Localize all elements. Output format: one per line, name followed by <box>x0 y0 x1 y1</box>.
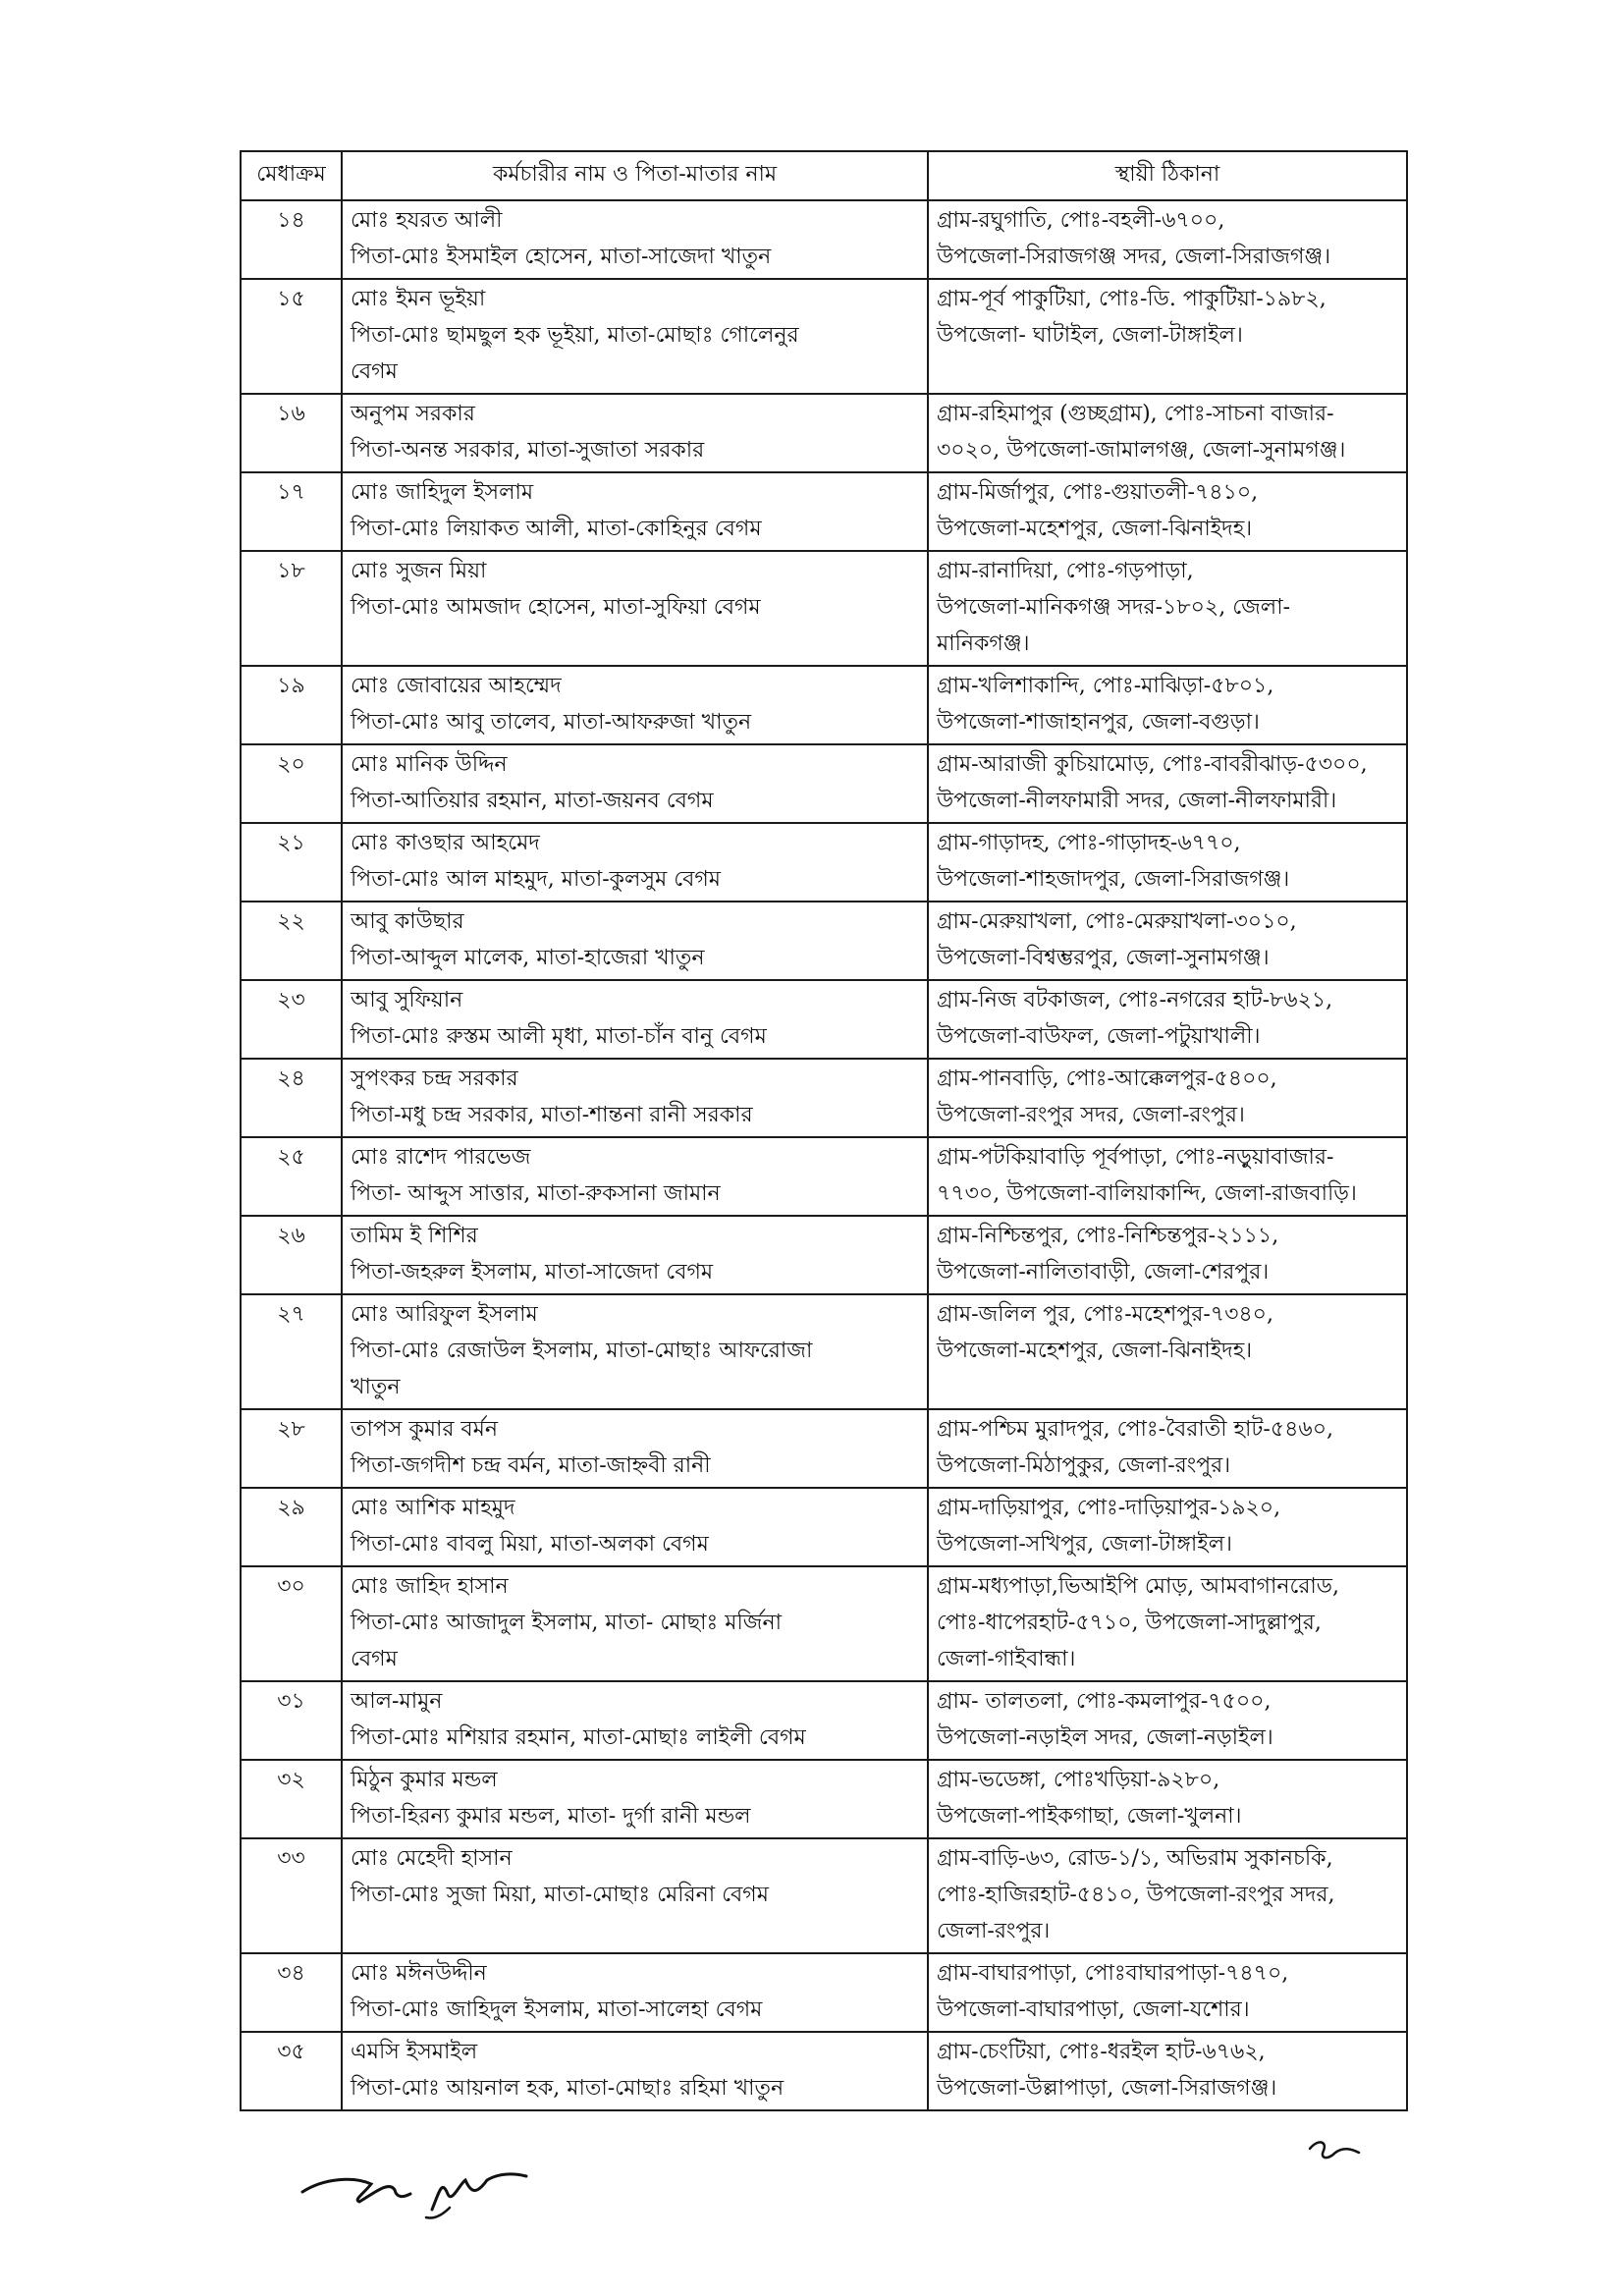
parents-line: পিতা-মোঃ রেজাউল ইসলাম, মাতা-মোছাঃ আফরোজা <box>351 1339 813 1363</box>
name-cell <box>342 1488 928 1566</box>
name-header: কর্মচারীর নাম ও পিতা-মাতার নাম <box>342 151 928 200</box>
name-cell <box>342 1953 928 2032</box>
parents-line: পিতা-জহরুল ইসলাম, মাতা-সাজেদা বেগম <box>351 1260 714 1285</box>
parents-line: পিতা-হিরন্য কুমার মন্ডল, মাতা- দুর্গা রানী মন্ডল <box>351 1804 751 1829</box>
table-row <box>241 1137 1407 1216</box>
table-body <box>241 200 1407 2110</box>
parents-line: পিতা-মোঃ আজাদুল ইসলাম, মাতা- মোছাঃ মর্জিনা <box>351 1611 782 1635</box>
parents-line: পিতা-মোঃ ইসমাইল হোসেন, মাতা-সাজেদা খাতুন <box>351 245 772 269</box>
employee-name: মোঃ আরিফুল ইসলাম <box>351 1302 538 1327</box>
address-line: উপজেলা-শাহজাদপুর, জেলা-সিরাজগঞ্জ। <box>937 867 1290 892</box>
address-line: গ্রাম-মধ্যপাড়া,ভিআইপি মোড়, আমবাগানরোড, <box>937 1574 1339 1599</box>
address-line: উপজেলা-পাইকগাছা, জেলা-খুলনা। <box>937 1804 1242 1829</box>
parents-line: পিতা-মোঃ মশিয়ার রহমান, মাতা-মোছাঃ লাইলী বেগম <box>351 1725 806 1750</box>
name-cell <box>342 823 928 902</box>
serial-cell: ২৫ <box>241 1137 342 1216</box>
address-cell <box>928 551 1407 666</box>
address-line: উপজেলা-সখিপুর, জেলা-টাঙ্গাইল। <box>937 1532 1232 1557</box>
employee-name: মোঃ আশিক মাহমুদ <box>351 1496 515 1520</box>
address-line: গ্রাম-পটকিয়াবাড়ি পূর্বপাড়া, পোঃ-নড়ুয়াবাজার- <box>937 1145 1334 1170</box>
parents-line: পিতা-মোঃ সুজা মিয়া, মাতা-মোছাঃ মেরিনা বেগম <box>351 1883 769 1907</box>
initials-right <box>1306 2131 1365 2170</box>
employee-name: মোঃ মেহেদী হাসান <box>351 1846 513 1871</box>
address-line: উপজেলা-উল্লাপাড়া, জেলা-সিরাজগঞ্জ। <box>937 2076 1277 2101</box>
address-line: গ্রাম-ভডেঙ্গা, পোঃখড়িয়া-৯২৮০, <box>937 1768 1220 1792</box>
table-row <box>241 823 1407 902</box>
serial-cell: ৩২ <box>241 1760 342 1838</box>
parents-line: পিতা-মোঃ আমজাদ হোসেন, মাতা-সুফিয়া বেগম <box>351 595 761 620</box>
table-row <box>241 1681 1407 1760</box>
address-line: পোঃ-ধাপেরহাট-৫৭১০, উপজেলা-সাদুল্লাপুর, <box>937 1611 1322 1635</box>
address-line: গ্রাম-বাড়ি-৬৩, রোড-১/১, অভিরাম সুকানচকি, <box>937 1846 1333 1871</box>
address-line: গ্রাম-খলিশাকান্দি, পোঃ-মাঝিড়া-৫৮০১, <box>937 674 1274 698</box>
employee-name: অনুপম সরকার <box>351 402 475 426</box>
name-cell <box>342 1294 928 1409</box>
serial-cell: ৩০ <box>241 1566 342 1681</box>
employee-name: আবু কাউছার <box>351 909 464 934</box>
address-cell <box>928 1488 1407 1566</box>
employee-name: মোঃ হযরত আলী <box>351 208 503 233</box>
name-cell <box>342 744 928 823</box>
name-cell <box>342 472 928 551</box>
address-line: মানিকগঞ্জ। <box>937 631 1030 656</box>
address-line: গ্রাম-গাড়াদহ, পোঃ-গাড়াদহ-৬৭৭০, <box>937 831 1241 855</box>
table-row <box>241 1760 1407 1838</box>
employee-name: মিঠুন কুমার মন্ডল <box>351 1768 498 1792</box>
address-line: পোঃ-হাজিরহাট-৫৪১০, উপজেলা-রংপুর সদর, <box>937 1883 1335 1907</box>
table-row <box>241 1409 1407 1488</box>
address-line: উপজেলা-নীলফামারী সদর, জেলা-নীলফামারী। <box>937 789 1337 813</box>
table-row <box>241 2032 1407 2110</box>
address-line: উপজেলা-মহেশপুর, জেলা-ঝিনাইদহ। <box>937 1339 1253 1363</box>
table-row <box>241 1838 1407 1953</box>
parents-line: পিতা-মোঃ জাহিদুল ইসলাম, মাতা-সালেহা বেগম <box>351 1997 763 2022</box>
employee-list-table <box>240 150 1408 2111</box>
parents-line: পিতা-আব্দুল মালেক, মাতা-হাজেরা খাতুন <box>351 946 705 970</box>
name-cell <box>342 394 928 472</box>
address-line: উপজেলা-সিরাজগঞ্জ সদর, জেলা-সিরাজগঞ্জ। <box>937 245 1331 269</box>
name-cell <box>342 1216 928 1294</box>
address-cell <box>928 1294 1407 1409</box>
address-line: গ্রাম-জলিল পুর, পোঃ-মহেশপুর-৭৩৪০, <box>937 1302 1273 1327</box>
address-cell <box>928 1137 1407 1216</box>
parents-line: বেগম <box>351 1647 398 1671</box>
serial-cell: ৩৩ <box>241 1838 342 1953</box>
address-line: গ্রাম-রানাদিয়া, পোঃ-গড়পাড়া, <box>937 559 1194 583</box>
address-cell <box>928 980 1407 1059</box>
table-row <box>241 1059 1407 1137</box>
address-cell <box>928 472 1407 551</box>
parents-line: পিতা-মধু চন্দ্র সরকার, মাতা-শান্তনা রানী সরকার <box>351 1103 753 1127</box>
name-cell <box>342 2032 928 2110</box>
address-cell <box>928 902 1407 980</box>
name-cell <box>342 666 928 744</box>
address-line: গ্রাম-বাঘারপাড়া, পোঃবাঘারপাড়া-৭৪৭০, <box>937 1961 1289 1986</box>
serial-cell: ২৮ <box>241 1409 342 1488</box>
address-line: গ্রাম-চেংটিয়া, পোঃ-ধরইল হাট-৬৭৬২, <box>937 2040 1266 2064</box>
table-row <box>241 666 1407 744</box>
address-line: গ্রাম-রঘুগাতি, পোঃ-বহলী-৬৭০০, <box>937 208 1225 233</box>
address-cell <box>928 1059 1407 1137</box>
table-row <box>241 1488 1407 1566</box>
employee-name: এমসি ইসমাইল <box>351 2040 478 2064</box>
table-row <box>241 980 1407 1059</box>
serial-cell: ১৯ <box>241 666 342 744</box>
serial-cell: ৩৫ <box>241 2032 342 2110</box>
address-cell <box>928 2032 1407 2110</box>
table-row <box>241 1953 1407 2032</box>
address-line: গ্রাম-মির্জাপুর, পোঃ-গুয়াতলী-৭৪১০, <box>937 480 1259 505</box>
serial-header: মেধাক্রম <box>241 151 342 200</box>
employee-name: মোঃ সুজন মিয়া <box>351 559 487 583</box>
employee-name: মোঃ জাহিদ হাসান <box>351 1574 509 1599</box>
address-cell <box>928 1760 1407 1838</box>
table-row <box>241 551 1407 666</box>
parents-line: পিতা-জগদীশ চন্দ্র বর্মন, মাতা-জাহ্নবী রানী <box>351 1453 711 1478</box>
address-line: উপজেলা-রংপুর সদর, জেলা-রংপুর। <box>937 1103 1245 1127</box>
address-cell <box>928 1216 1407 1294</box>
serial-cell: ২২ <box>241 902 342 980</box>
table-row <box>241 902 1407 980</box>
address-line: উপজেলা-মানিকগঞ্জ সদর-১৮০২, জেলা- <box>937 595 1291 620</box>
serial-cell: ২৯ <box>241 1488 342 1566</box>
name-cell <box>342 1760 928 1838</box>
address-line: উপজেলা-নালিতাবাড়ী, জেলা-শেরপুর। <box>937 1260 1270 1285</box>
address-line: গ্রাম-পানবাড়ি, পোঃ-আক্কেলপুর-৫৪০০, <box>937 1066 1277 1091</box>
table-row <box>241 1216 1407 1294</box>
address-line: উপজেলা-বাউফল, জেলা-পটুয়াখালী। <box>937 1024 1261 1049</box>
serial-cell: ১৫ <box>241 279 342 394</box>
table-header-row <box>241 151 1407 200</box>
address-cell <box>928 1838 1407 1953</box>
name-cell <box>342 200 928 279</box>
address-line: গ্রাম-দাড়িয়াপুর, পোঃ-দাড়িয়াপুর-১৯২০, <box>937 1496 1281 1520</box>
parents-line: পিতা-অনন্ত সরকার, মাতা-সুজাতা সরকার <box>351 438 705 463</box>
address-line: গ্রাম-নিশ্চিন্তপুর, পোঃ-নিশ্চিন্তপুর-২১১১, <box>937 1224 1279 1248</box>
parents-line: পিতা-মোঃ ছামছুল হক ভূইয়া, মাতা-মোছাঃ গোলেনুর <box>351 323 799 348</box>
serial-cell: ২০ <box>241 744 342 823</box>
address-line: উপজেলা-নড়াইল সদর, জেলা-নড়াইল। <box>937 1725 1273 1750</box>
name-cell <box>342 980 928 1059</box>
address-cell <box>928 279 1407 394</box>
serial-cell: ৩১ <box>241 1681 342 1760</box>
parents-line: পিতা-মোঃ আয়নাল হক, মাতা-মোছাঃ রহিমা খাতুন <box>351 2076 785 2101</box>
address-line: গ্রাম-নিজ বটকাজল, পোঃ-নগরের হাট-৮৬২১, <box>937 988 1333 1012</box>
address-header: স্থায়ী ঠিকানা <box>928 151 1407 200</box>
name-cell <box>342 279 928 394</box>
address-cell <box>928 1953 1407 2032</box>
name-cell <box>342 1838 928 1953</box>
parents-line: পিতা- আব্দুস সাত্তার, মাতা-রুকসানা জামান <box>351 1181 721 1206</box>
employee-name: সুপংকর চন্দ্র সরকার <box>351 1066 518 1091</box>
name-cell <box>342 1681 928 1760</box>
employee-name: মোঃ মঈনউদ্দীন <box>351 1961 487 1986</box>
serial-cell: ৩৪ <box>241 1953 342 2032</box>
parents-line: খাতুন <box>351 1375 401 1399</box>
address-line: জেলা-রংপুর। <box>937 1919 1051 1943</box>
serial-cell: ১৬ <box>241 394 342 472</box>
address-line: ৩০২০, উপজেলা-জামালগঞ্জ, জেলা-সুনামগঞ্জ। <box>937 438 1346 463</box>
table-row <box>241 394 1407 472</box>
table-row <box>241 472 1407 551</box>
address-cell <box>928 744 1407 823</box>
employee-name: মোঃ কাওছার আহমেদ <box>351 831 540 855</box>
address-line: গ্রাম-আরাজী কুচিয়ামোড়, পোঃ-বাবরীঝাড়-৫৩০০, <box>937 752 1368 777</box>
employee-name: মোঃ রাশেদ পারভেজ <box>351 1145 531 1170</box>
name-cell <box>342 551 928 666</box>
employee-name: তামিম ই শিশির <box>351 1224 478 1248</box>
address-line: গ্রাম-পশ্চিম মুরাদপুর, পোঃ-বৈরাতী হাট-৫৪৬০, <box>937 1417 1334 1442</box>
table-row <box>241 744 1407 823</box>
employee-name: তাপস কুমার বর্মন <box>351 1417 499 1442</box>
address-line: উপজেলা-বিশ্বম্ভরপুর, জেলা-সুনামগঞ্জ। <box>937 946 1270 970</box>
address-line: উপজেলা-শাজাহানপুর, জেলা-বগুড়া। <box>937 710 1260 735</box>
address-line: উপজেলা-মিঠাপুকুর, জেলা-রংপুর। <box>937 1453 1231 1478</box>
parents-line: পিতা-মোঃ বাবলু মিয়া, মাতা-অলকা বেগম <box>351 1532 709 1557</box>
employee-name: মোঃ মানিক উদ্দিন <box>351 752 508 777</box>
table-row <box>241 279 1407 394</box>
name-cell <box>342 1059 928 1137</box>
serial-cell: ২৩ <box>241 980 342 1059</box>
table-row <box>241 1294 1407 1409</box>
address-line: গ্রাম- তালতলা, পোঃ-কমলাপুর-৭৫০০, <box>937 1689 1272 1714</box>
employee-name: মোঃ জোবায়ের আহম্মেদ <box>351 674 562 698</box>
address-cell <box>928 1681 1407 1760</box>
parents-line: বেগম <box>351 359 398 384</box>
employee-name: আল-মামুন <box>351 1689 443 1714</box>
serial-cell: ২৪ <box>241 1059 342 1137</box>
address-line: গ্রাম-পূর্ব পাকুটিয়া, পোঃ-ডি. পাকুটিয়া-১৯৮২, <box>937 287 1326 311</box>
serial-cell: ২১ <box>241 823 342 902</box>
name-cell <box>342 902 928 980</box>
name-cell <box>342 1409 928 1488</box>
address-line: উপজেলা-মহেশপুর, জেলা-ঝিনাইদহ। <box>937 517 1253 541</box>
parents-line: পিতা-মোঃ রুস্তম আলী মৃধা, মাতা-চাঁন বানু বেগম <box>351 1024 767 1049</box>
address-cell <box>928 1409 1407 1488</box>
table-row <box>241 200 1407 279</box>
serial-cell: ১৪ <box>241 200 342 279</box>
address-cell <box>928 394 1407 472</box>
name-cell <box>342 1137 928 1216</box>
address-line: উপজেলা-বাঘারপাড়া, জেলা-যশোর। <box>937 1997 1250 2022</box>
address-cell <box>928 823 1407 902</box>
parents-line: পিতা-মোঃ আবু তালেব, মাতা-আফরুজা খাতুন <box>351 710 752 735</box>
serial-cell: ১৮ <box>241 551 342 666</box>
serial-cell: ২৭ <box>241 1294 342 1409</box>
address-line: গ্রাম-মেরুয়াখলা, পোঃ-মেরুয়াখলা-৩০১০, <box>937 909 1297 934</box>
address-line: উপজেলা- ঘাটাইল, জেলা-টাঙ্গাইল। <box>937 323 1243 348</box>
employee-name: আবু সুফিয়ান <box>351 988 463 1012</box>
address-line: জেলা-গাইবান্ধা। <box>937 1647 1076 1671</box>
parents-line: পিতা-আতিয়ার রহমান, মাতা-জয়নব বেগম <box>351 789 714 813</box>
employee-name: মোঃ ইমন ভূইয়া <box>351 287 486 311</box>
serial-cell: ১৭ <box>241 472 342 551</box>
serial-cell: ২৬ <box>241 1216 342 1294</box>
parents-line: পিতা-মোঃ লিয়াকত আলী, মাতা-কোহিনুর বেগম <box>351 517 762 541</box>
name-cell <box>342 1566 928 1681</box>
address-cell <box>928 200 1407 279</box>
address-cell <box>928 1566 1407 1681</box>
table-row <box>241 1566 1407 1681</box>
address-line: গ্রাম-রহিমাপুর (গুচ্ছগ্রাম), পোঃ-সাচনা বাজার- <box>937 402 1334 426</box>
address-line: ৭৭৩০, উপজেলা-বালিয়াকান্দি, জেলা-রাজবাড়ি। <box>937 1181 1357 1206</box>
parents-line: পিতা-মোঃ আল মাহমুদ, মাতা-কুলসুম বেগম <box>351 867 722 892</box>
signature-left <box>295 2151 550 2229</box>
address-cell <box>928 666 1407 744</box>
employee-name: মোঃ জাহিদুল ইসলাম <box>351 480 534 505</box>
